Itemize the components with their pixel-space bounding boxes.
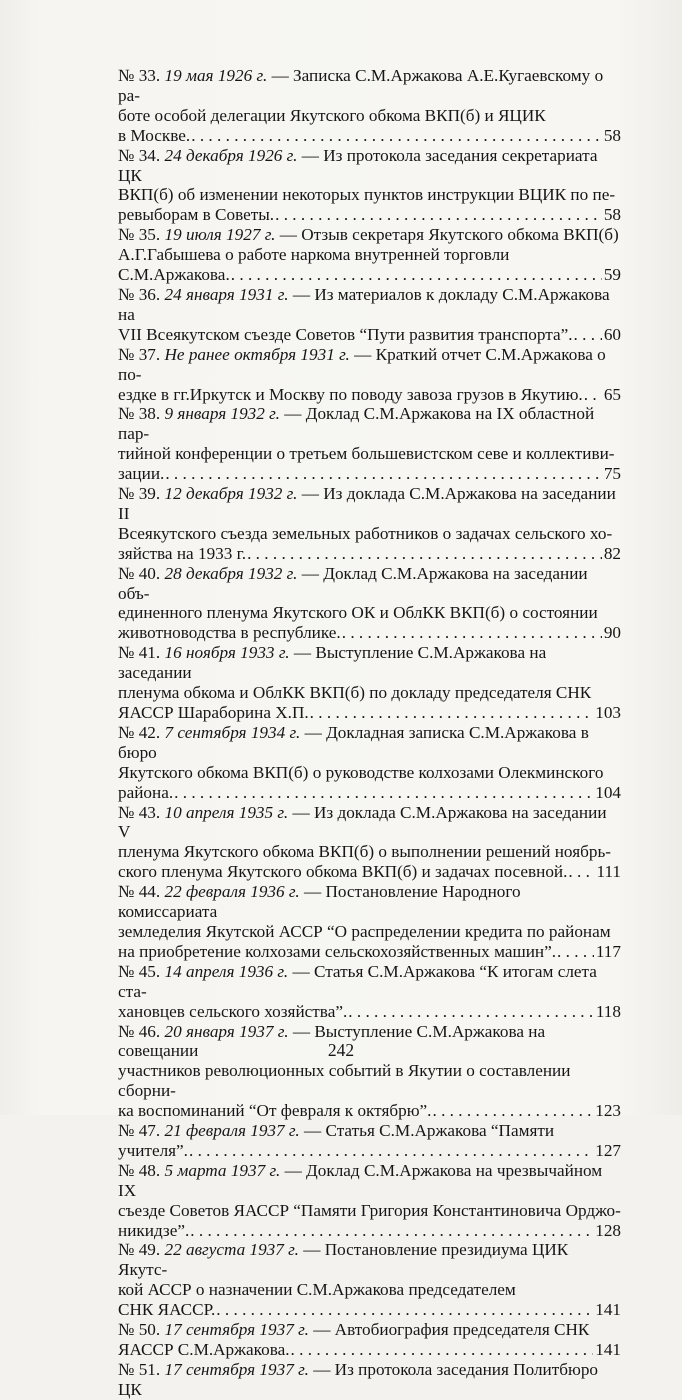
- page-reference: 65: [603, 384, 621, 404]
- page-reference: 75: [603, 464, 621, 484]
- entry-text: — Краткий отчет С.М.Аржакова о по-: [118, 344, 606, 384]
- toc-entry-line: [118, 484, 621, 524]
- dot-leader: [191, 126, 602, 146]
- document-date: 16 ноября 1933 г.: [164, 643, 290, 663]
- document-number: № 36.: [118, 284, 161, 304]
- entry-text: А.Г.Габышева о работе наркома внутренней торговли: [118, 245, 510, 265]
- dot-leader: [342, 623, 602, 643]
- page-reference: 123: [595, 1101, 621, 1121]
- toc-entry-line: [118, 524, 621, 544]
- toc-entry: [118, 564, 621, 644]
- entry-text: — Отзыв секретаря Якутского обкома ВКП(б): [279, 225, 619, 245]
- toc-entry-leader-line: [118, 1340, 621, 1360]
- toc-entry-leader-line: [118, 1002, 621, 1022]
- toc-entry-line: [118, 643, 621, 683]
- document-number: № 51.: [118, 1359, 161, 1379]
- toc-entry: [118, 962, 621, 1022]
- document-date: 24 января 1931 г.: [164, 284, 289, 304]
- toc-entry-leader-line: [118, 205, 621, 225]
- document-number: № 33.: [118, 66, 161, 85]
- dot-leader: [190, 1221, 593, 1241]
- entry-text: — Доклад С.М.Аржакова на заседании объ-: [118, 563, 588, 603]
- document-date: 22 августа 1937 г.: [164, 1240, 299, 1260]
- page-reference: 118: [595, 1001, 621, 1021]
- document-date: 14 апреля 1936 г.: [164, 961, 289, 981]
- toc-entry-line: [118, 285, 621, 325]
- toc-entry: [118, 643, 621, 723]
- entry-text: ского пленума Якутского обкома ВКП(б) и задачах посевной.: [118, 862, 568, 882]
- toc-entry-line: [118, 106, 621, 126]
- toc-entry-line: [118, 1360, 621, 1400]
- document-date: 17 сентября 1937 г.: [164, 1359, 309, 1379]
- toc-entry-line: [118, 723, 621, 763]
- entry-text: зации.: [118, 464, 165, 484]
- toc-entry-line: [118, 345, 621, 385]
- document-date: 21 февраля 1937 г.: [164, 1121, 300, 1141]
- toc-entry-leader-line: [118, 942, 621, 962]
- toc-entry-leader-line: [118, 1221, 621, 1241]
- toc-entry: [118, 1240, 621, 1320]
- entry-text: района.: [118, 782, 174, 802]
- dot-leader: [275, 205, 602, 225]
- document-date: 17 сентября 1937 г.: [164, 1320, 309, 1340]
- toc-entry-line: [118, 444, 621, 464]
- entry-text: боте особой делегации Якутского обкома ВКП(б) и ЯЦИК: [118, 105, 546, 125]
- document-number: № 42.: [118, 722, 161, 742]
- document-date: 7 сентября 1934 г.: [164, 722, 301, 742]
- dot-leader: [165, 464, 602, 484]
- toc-entry-line: [118, 882, 621, 922]
- document-number: № 45.: [118, 961, 161, 981]
- toc-entry-line: [118, 1201, 621, 1221]
- page-reference: 58: [603, 125, 621, 145]
- document-number: № 35.: [118, 225, 161, 245]
- entry-text: Всеякутского съезда земельных работников о задачах сельского хо-: [118, 523, 613, 543]
- page-reference: 127: [595, 1140, 621, 1160]
- table-of-contents: [118, 66, 621, 1400]
- document-number: № 46.: [118, 1021, 161, 1041]
- toc-entry-line: [118, 404, 621, 444]
- entry-text: единенного пленума Якутского ОК и ОблКК ВКП(б) о состоянии: [118, 603, 598, 623]
- document-date: 19 июля 1927 г.: [164, 225, 276, 245]
- entry-text: никидзе”.: [118, 1220, 190, 1240]
- toc-entry: [118, 1161, 621, 1241]
- document-number: № 37.: [118, 344, 161, 364]
- toc-entry-leader-line: [118, 1141, 621, 1161]
- entry-text: — Статья С.М.Аржакова “К итогам слета ста-: [118, 961, 597, 1001]
- entry-text: тийной конференции о третьем большевистском севе и коллективи-: [118, 444, 615, 464]
- toc-entry: [118, 484, 621, 564]
- entry-text: ка воспоминаний “От февраля к октябрю”.: [118, 1101, 432, 1121]
- dot-leader: [291, 1340, 594, 1360]
- entry-text: — Доклад С.М.Аржакова на IX областной пар-: [118, 404, 595, 444]
- entry-text: — Записка С.М.Аржакова А.Е.Кугаевскому о ра-: [118, 66, 604, 105]
- document-date: 10 апреля 1935 г.: [164, 802, 289, 822]
- dot-leader: [174, 783, 593, 803]
- entry-text: ЯАССР Шараборина Х.П.: [118, 703, 309, 722]
- toc-entry-leader-line: [118, 544, 621, 564]
- toc-entry: [118, 66, 621, 146]
- document-number: № 43.: [118, 802, 161, 822]
- entry-text: пленума обкома и ОблКК ВКП(б) по докладу председателя СНК: [118, 683, 592, 703]
- entry-text: — Из протокола заседания Политбюро ЦК: [118, 1359, 599, 1399]
- entry-text: СНК ЯАССР.: [118, 1300, 216, 1320]
- toc-entry: [118, 146, 621, 226]
- toc-entry: [118, 1320, 621, 1360]
- toc-entry-leader-line: [118, 862, 621, 882]
- document-date: 9 января 1932 г.: [164, 404, 280, 424]
- entry-text: — Из материалов к докладу С.М.Аржакова на: [118, 284, 610, 324]
- toc-entry-leader-line: [118, 703, 621, 723]
- toc-entry-line: [118, 1061, 621, 1101]
- page-reference: 60: [603, 324, 621, 344]
- toc-entry-line: [118, 185, 621, 205]
- entry-text: участников революционных событий в Якутии о составлении сборни-: [118, 1061, 571, 1101]
- page-number: 242: [327, 1040, 355, 1060]
- dot-leader: [557, 942, 594, 962]
- document-date: 20 января 1937 г.: [164, 1021, 289, 1041]
- toc-entry: [118, 345, 621, 405]
- document-date: 12 декабря 1932 г.: [164, 484, 298, 504]
- document-number: № 50.: [118, 1320, 161, 1340]
- entry-text: ревыборам в Советы.: [118, 205, 275, 225]
- toc-entry-line: [118, 564, 621, 604]
- entry-text: — Доклад С.М.Аржакова на чрезвычайном IX: [118, 1160, 603, 1200]
- toc-entry: [118, 803, 621, 883]
- toc-entry-line: [118, 1320, 621, 1340]
- dot-leader: [231, 265, 602, 285]
- toc-entry-line: [118, 603, 621, 623]
- toc-entry-line: [118, 683, 621, 703]
- toc-entry-line: [118, 763, 621, 783]
- entry-text: пленума Якутского обкома ВКП(б) о выполнении решений ноябрь-: [118, 842, 612, 862]
- document-date: 19 мая 1926 г.: [164, 66, 268, 85]
- entry-text: — Выступление С.М.Аржакова на заседании: [118, 643, 547, 683]
- toc-entry-leader-line: [118, 126, 621, 146]
- toc-entry: [118, 285, 621, 345]
- document-number: № 39.: [118, 484, 161, 504]
- toc-entry-leader-line: [118, 265, 621, 285]
- entry-text: кой АССР о назначении С.М.Аржакова председателем: [118, 1280, 516, 1300]
- entry-text: ВКП(б) об изменении некоторых пунктов инструкции ВЦИК по пе-: [118, 185, 616, 205]
- toc-entry-leader-line: [118, 1101, 621, 1121]
- document-number: № 49.: [118, 1240, 161, 1260]
- entry-text: С.М.Аржакова.: [118, 265, 230, 285]
- toc-entry-line: [118, 803, 621, 843]
- toc-entry-leader-line: [118, 325, 621, 345]
- entry-text: съезде Советов ЯАССР “Памяти Григория Константиновича Орджо-: [118, 1200, 621, 1220]
- page-reference: 141: [595, 1300, 621, 1320]
- entry-text: — Статья С.М.Аржакова “Памяти: [303, 1121, 555, 1141]
- toc-entry-line: [118, 66, 621, 106]
- toc-entry: [118, 1360, 621, 1400]
- document-number: № 40.: [118, 563, 161, 583]
- page-reference: 111: [596, 862, 621, 882]
- dot-leader: [348, 1002, 594, 1022]
- toc-entry-leader-line: [118, 623, 621, 643]
- page-reference: 117: [595, 941, 621, 961]
- entry-text: — Из доклада С.М.Аржакова на заседании V: [118, 802, 607, 842]
- entry-text: — Из доклада С.М.Аржакова на заседании II: [118, 484, 616, 523]
- dot-leader: [584, 385, 602, 405]
- document-number: № 47.: [118, 1121, 161, 1141]
- page-reference: 58: [603, 205, 621, 225]
- entry-text: — Постановление президиума ЦИК Якутс-: [118, 1240, 569, 1280]
- toc-entry-leader-line: [118, 783, 621, 803]
- entry-text: зяйства на 1933 г.: [118, 543, 247, 563]
- toc-entry-line: [118, 842, 621, 862]
- toc-entry-leader-line: [118, 385, 621, 405]
- page-reference: 59: [603, 265, 621, 285]
- entry-text: — Автобиография председателя СНК: [313, 1320, 590, 1340]
- entry-text: — Из протокола заседания секретариата ЦК: [118, 145, 598, 185]
- toc-entry-line: [118, 922, 621, 942]
- document-number: № 44.: [118, 882, 161, 902]
- dot-leader: [568, 862, 594, 882]
- document-number: № 34.: [118, 145, 161, 165]
- entry-text: животноводства в республике.: [118, 623, 341, 643]
- entry-text: земледелия Якутской АССР “О распределении кредита по районам: [118, 921, 611, 941]
- toc-entry-line: [118, 962, 621, 1002]
- toc-entry: [118, 1121, 621, 1161]
- entry-text: в Москве.: [118, 125, 191, 145]
- page-reference: 103: [595, 703, 621, 722]
- dot-leader: [189, 1141, 593, 1161]
- toc-entry-line: [118, 1240, 621, 1280]
- document-number: № 41.: [118, 643, 161, 663]
- page-reference: 82: [603, 543, 621, 563]
- toc-entry-line: [118, 245, 621, 265]
- toc-entry-leader-line: [118, 1300, 621, 1320]
- entry-text: на приобретение колхозами сельскохозяйственных машин”.: [118, 941, 557, 961]
- entry-text: ЯАССР С.М.Аржакова.: [118, 1340, 290, 1359]
- entry-text: Якутского обкома ВКП(б) о руководстве колхозами Олекминского: [118, 762, 604, 782]
- document-date: 5 марта 1937 г.: [164, 1160, 281, 1180]
- toc-entry: [118, 882, 621, 962]
- toc-entry-line: [118, 1161, 621, 1201]
- entry-text: — Докладная записка С.М.Аржакова в бюро: [118, 722, 589, 762]
- entry-text: — Выступление С.М.Аржакова на совещании: [118, 1021, 546, 1061]
- toc-entry-line: [118, 146, 621, 186]
- page-reference: 104: [595, 782, 621, 802]
- entry-text: ездке в гг.Иркутск и Москву по поводу завоза грузов в Якутию.: [118, 384, 583, 404]
- document-date: 24 декабря 1926 г.: [164, 145, 298, 165]
- toc-entry-leader-line: [118, 464, 621, 484]
- document-number: № 38.: [118, 404, 161, 424]
- entry-text: VII Всеякутском съезде Советов “Пути развития транспорта”.: [118, 324, 573, 344]
- document-date: 22 февраля 1936 г.: [164, 882, 300, 902]
- entry-text: учителя”.: [118, 1140, 188, 1160]
- toc-entry-line: [118, 1121, 621, 1141]
- dot-leader: [247, 544, 602, 564]
- dot-leader: [216, 1300, 593, 1320]
- entry-text: — Постановление Народного комиссариата: [118, 882, 521, 922]
- toc-entry: [118, 404, 621, 484]
- document-date: Не ранее октября 1931 г.: [164, 344, 350, 364]
- toc-entry: [118, 1022, 621, 1122]
- page-reference: 90: [603, 623, 621, 643]
- dot-leader: [310, 703, 594, 723]
- dot-leader: [432, 1101, 593, 1121]
- document-date: 28 декабря 1932 г.: [164, 563, 298, 583]
- toc-entry-line: [118, 1280, 621, 1300]
- page-reference: 141: [595, 1340, 621, 1359]
- toc-entry-line: [118, 225, 621, 245]
- dot-leader: [574, 325, 602, 345]
- document-number: № 48.: [118, 1160, 161, 1180]
- toc-entry: [118, 225, 621, 285]
- toc-entry: [118, 723, 621, 803]
- page-reference: 128: [595, 1220, 621, 1240]
- entry-text: хановцев сельского хозяйства”.: [118, 1001, 348, 1021]
